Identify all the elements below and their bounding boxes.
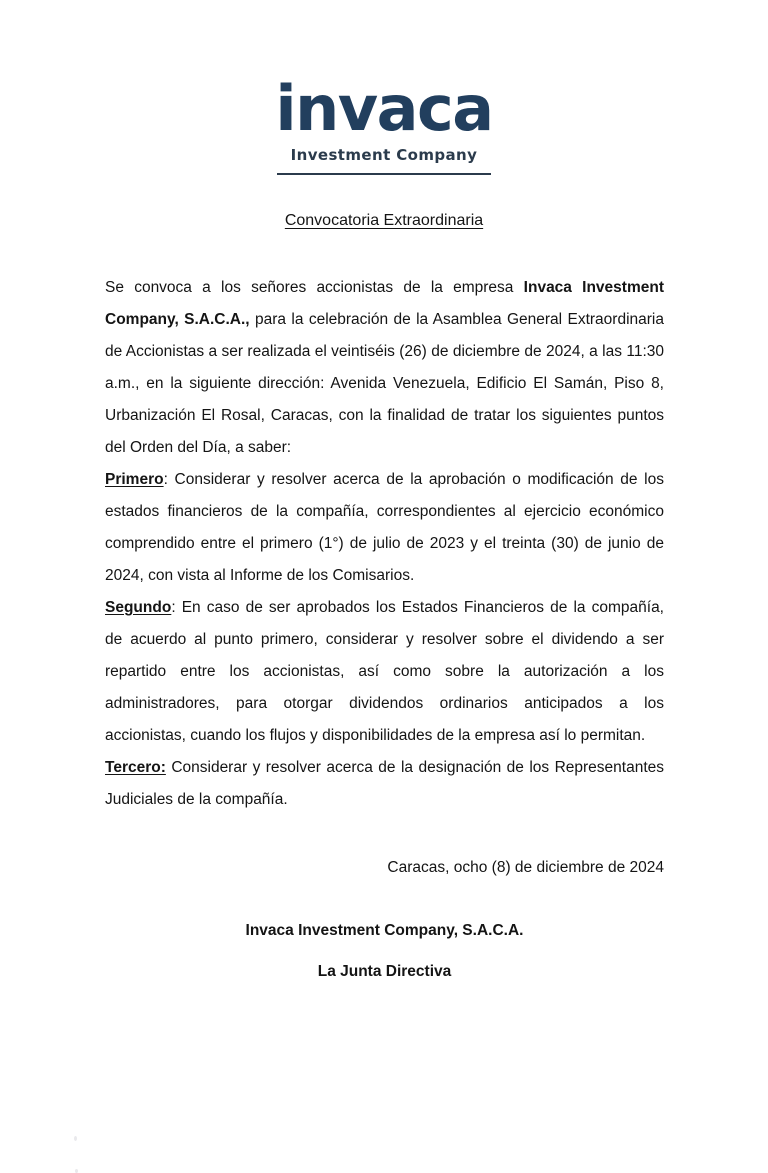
intro-company-name: Invaca Investment Company, S.A.C.A.,	[105, 279, 664, 328]
agenda-item-segundo-label: Segundo	[105, 599, 172, 616]
scan-artifact	[74, 1136, 77, 1141]
signature-block	[105, 915, 664, 988]
closing-date	[105, 852, 664, 884]
agenda-item-segundo	[105, 592, 664, 752]
logo-wordmark: invaca	[275, 72, 493, 145]
agenda-item-segundo-text: : En caso de ser aprobados los Estados Financieros de la compañía, de acuerdo al punto primero, considerar y resolver sobre el dividendo a ser repartido entre los accionistas, así como sobre la autorización a los administradores, para otorgar dividendos ordinarios anticipados a los accionistas, cuando los flujos y disponibilidades de la empresa así lo permitan.	[105, 599, 664, 744]
closing-date-text: Caracas, ocho (8) de diciembre de 2024	[387, 859, 664, 876]
logo-tagline: Investment Company	[290, 146, 478, 164]
scan-artifact	[75, 1169, 78, 1173]
agenda-item-tercero-text: Considerar y resolver acerca de la designación de los Representantes Judiciales de la compañía.	[105, 759, 664, 808]
agenda-item-tercero	[105, 752, 664, 816]
logo-divider-rule	[277, 173, 491, 175]
intro-text-before-company: Se convoca a los señores accionistas de la empresa	[105, 279, 524, 296]
signature-board-name: La Junta Directiva	[317, 963, 452, 980]
agenda-item-tercero-label: Tercero:	[105, 759, 166, 776]
document-body	[105, 272, 664, 816]
paragraph-intro	[105, 272, 664, 464]
agenda-item-primero-label: Primero	[105, 471, 164, 488]
agenda-item-primero-text: : Considerar y resolver acerca de la aprobación o modificación de los estados financieros de la compañía, correspondientes al ejercicio económico comprendido entre el primero (1°) de julio de 2023 y el treinta (30) de junio de 2024, con vista al Informe de los Comisarios.	[105, 471, 664, 584]
intro-text-after-company: para la celebración de la Asamblea General Extraordinaria de Accionistas a ser realizada el veintiséis (26) de diciembre de 2024, a las 11:30 a.m., en la siguiente dirección: Avenida Venezuela, Edificio El Samán, Piso 8, Urbanización El Rosal, Caracas, con la finalidad de tratar los siguientes puntos del Orden del Día, a saber:	[105, 311, 664, 456]
agenda-item-primero	[105, 464, 664, 592]
document-title	[0, 210, 768, 232]
company-logo	[0, 72, 768, 175]
document-title-text: Convocatoria Extraordinaria	[284, 212, 484, 229]
signature-company-name: Invaca Investment Company, S.A.C.A.	[245, 922, 524, 939]
